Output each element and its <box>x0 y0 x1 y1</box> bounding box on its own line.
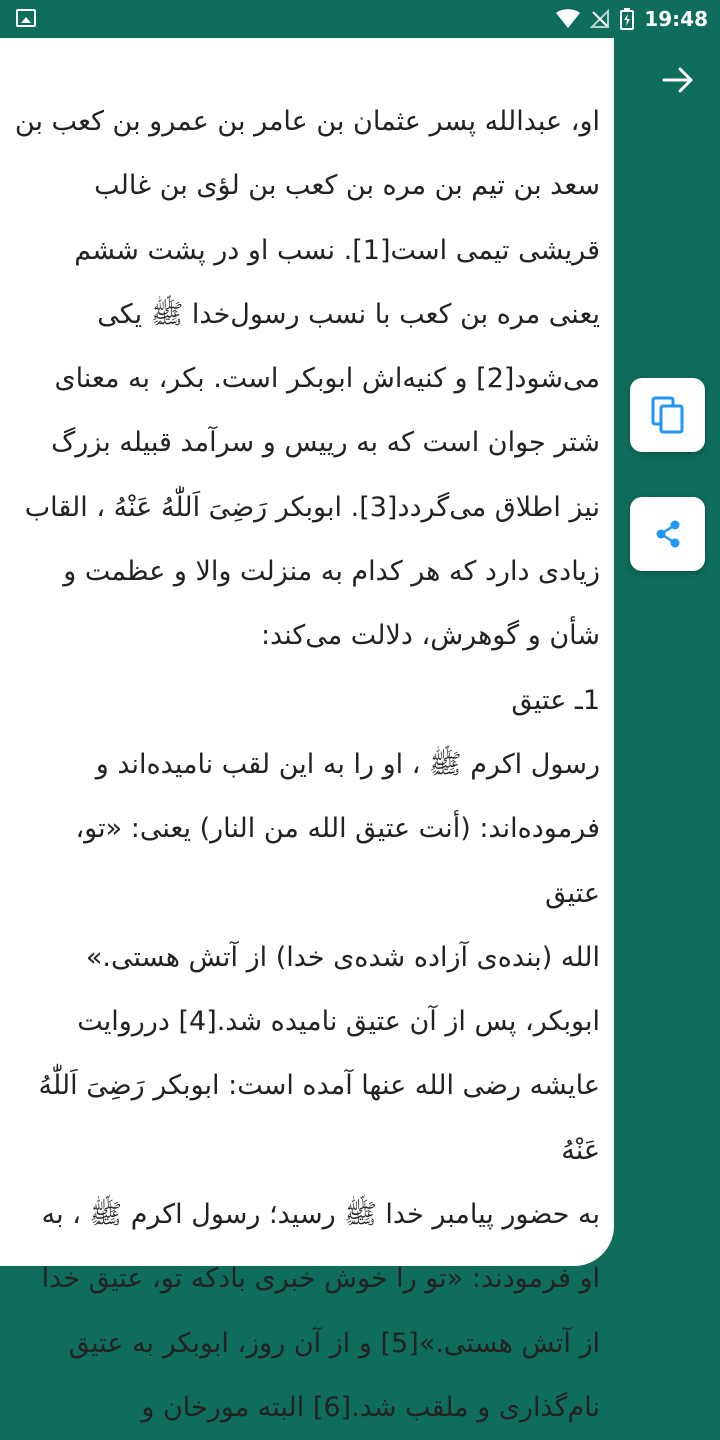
arrow-forward-icon[interactable] <box>658 62 698 98</box>
article-line: می‌شود[2] و کنیه‌اش ابوبکر است. بکر، به معنای <box>54 363 600 395</box>
article-line: رسول اکرم ﷺ ، او را به این لقب نامیده‌اند و <box>95 748 600 780</box>
copy-button[interactable] <box>630 378 705 452</box>
article-page[interactable] <box>0 38 614 1423</box>
article-line: او فرمودند: «تو را خوش خبری بادکه تو، عتیق خدا <box>41 1263 600 1295</box>
status-time: 19:48 <box>644 7 708 31</box>
article-line: نیز اطلاق می‌گردد[3]. ابوبکر رَضِیَ اَللّٰهُ عَنْهُ ، القاب <box>24 491 600 523</box>
article-line: الله (بنده‌ی آزاده شده‌ی خدا) از آتش هستی.» <box>85 941 600 973</box>
article-line: نام‌گذاری و ملقب شد.[6] البته مورخان و <box>141 1391 600 1423</box>
article-line: عایشه رضی الله عنها آمده است: ابوبکر رَضِیَ اَللّٰهُ عَنْهُ <box>38 1070 600 1166</box>
article-line: از آتش هستی.»[5] و از آن روز، ابوبکر به عتیق <box>68 1327 600 1359</box>
article-line: سعد بن تیم بن مره بن کعب بن لؤی بن غالب <box>94 170 600 202</box>
article-line: ابوبکر، پس از آن عتیق نامیده شد.[4] درروایت <box>77 1006 600 1038</box>
copy-icon <box>650 395 686 435</box>
article-line: فرموده‌اند: (أنت عتيق الله من النار) یعنی: «تو، عتیق <box>75 813 600 909</box>
article-text <box>14 90 600 1440</box>
share-icon <box>652 518 684 550</box>
no-signal-icon <box>590 9 610 29</box>
wifi-icon <box>556 9 580 29</box>
article-line: او، عبدالله پسر عثمان بن عامر بن عمرو بن کعب بن <box>14 106 600 137</box>
battery-charging-icon <box>620 8 634 30</box>
article-line: شأن و گوهرش، دلالت می‌کند: <box>260 620 600 652</box>
article-line: زیادی دارد که هر کدام به منزلت والا و عظمت و <box>63 556 600 588</box>
status-bar <box>0 0 720 38</box>
article-line: قریشی تیمی است[1]. نسب او در پشت ششم <box>74 234 600 266</box>
image-icon <box>16 9 36 27</box>
article-line: 1ـ عتیق <box>511 684 600 716</box>
share-button[interactable] <box>630 497 705 571</box>
article-line: شتر جوان است که به رییس و سرآمد قبیله بزرگ <box>51 427 600 459</box>
article-line: یعنی مره بن کعب با نسب رسول‌خدا ﷺ یکی <box>97 298 600 330</box>
article-line: به حضور پیامبر خدا ﷺ رسید؛ رسول اکرم ﷺ ، به <box>41 1199 600 1231</box>
